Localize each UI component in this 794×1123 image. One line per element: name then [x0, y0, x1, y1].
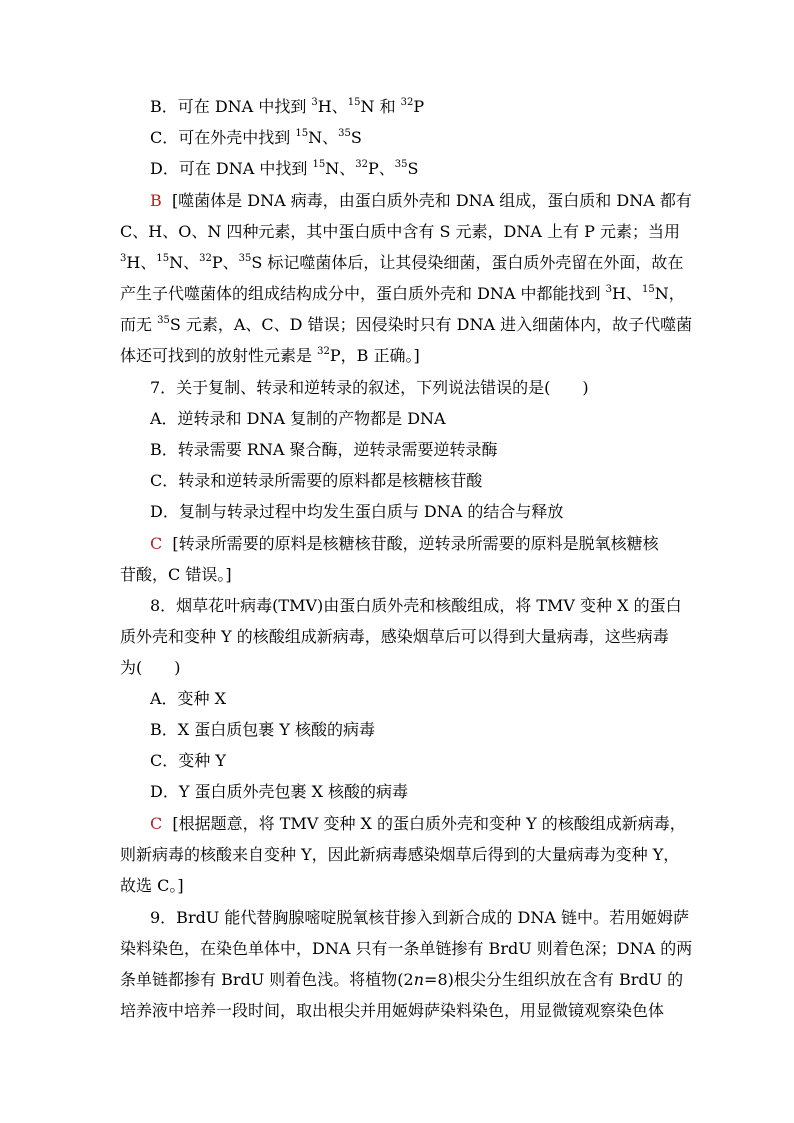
q8-explanation-line-2: 则新病毒的核酸来自变种 Y，因此新病毒感染烟草后得到的大量病毒为变种 Y， — [120, 845, 680, 864]
q6-answer-letter: B — [150, 191, 162, 210]
q8-stem-line-3: 为( ) — [120, 658, 181, 677]
q6-explanation-line-1: B [噬菌体是 DNA 病毒，由蛋白质外壳和 DNA 组成，蛋白质和 DNA 都有 — [150, 191, 692, 210]
q7-option-b: B．转录需要 RNA 聚合酶，逆转录需要逆转录酶 — [150, 440, 498, 459]
q8-answer-letter: C — [150, 814, 163, 833]
q7-stem: 7．关于复制、转录和逆转录的叙述，下列说法错误的是( ) — [150, 378, 589, 397]
q6-explanation-line-4: 产生子代噬菌体的组成结构成分中，蛋白质外壳和 DNA 中都能找到 $^3$H、$^{15}$N， — [120, 283, 685, 303]
q7-option-a: A．逆转录和 DNA 复制的产物都是 DNA — [150, 409, 446, 428]
q8-explanation-line-3: 故选 C。] — [120, 876, 184, 895]
q9-stem-line-3: 条单链都掺有 BrdU 则着色浅。将植物(2n=8)根尖分生组织放在含有 BrdU 的 — [120, 970, 684, 989]
q7-explanation-line-1: C [转录所需要的原料是核糖核苷酸，逆转录所需要的原料是脱氧核糖核 — [150, 534, 659, 553]
q7-option-c: C．转录和逆转录所需要的原料都是核糖核苷酸 — [150, 471, 483, 490]
q9-stem-line-4: 培养液中培养一段时间，取出根尖并用姬姆萨染料染色，用显微镜观察染色体 — [120, 1001, 665, 1020]
q6-option-d: D．可在 DNA 中找到 $^{15}$N、$^{32}$P、$^{35}$S — [150, 158, 419, 178]
q6-option-b: B．可在 DNA 中找到 $^3$H、$^{15}$N 和 $^{32}$P — [150, 96, 425, 116]
q8-option-a: A．变种 X — [150, 689, 227, 708]
q7-answer-letter: C — [150, 534, 163, 553]
q8-option-c: C．变种 Y — [150, 751, 226, 770]
q6-explanation-line-3: $^3$H、$^{15}$N、$^{32}$P、$^{35}$S 标记噬菌体后，让其侵染细菌，蛋白质外壳留在外面，故在 — [120, 252, 684, 272]
q9-stem-line-2: 染料染色，在染色单体中，DNA 只有一条单链掺有 BrdU 则着色深；DNA 的两 — [120, 939, 693, 958]
q6-explanation-line-5: 而无 $^{35}$S 元素，A、C、D 错误；因侵染时只有 DNA 进入细菌体内，故子代噬菌 — [120, 314, 693, 334]
q7-option-d: D．复制与转录过程中均发生蛋白质与 DNA 的结合与释放 — [150, 502, 564, 521]
q6-explanation-line-6: 体还可找到的放射性元素是 $^{32}$P，B 正确。] — [120, 345, 420, 365]
q8-option-b: B．X 蛋白质包裹 Y 核酸的病毒 — [150, 720, 375, 739]
q8-option-d: D．Y 蛋白质外壳包裹 X 核酸的病毒 — [150, 782, 409, 801]
q8-stem-line-1: 8．烟草花叶病毒(TMV)由蛋白质外壳和核酸组成，将 TMV 变种 X 的蛋白 — [150, 596, 682, 615]
q8-explanation-line-1: C [根据题意，将 TMV 变种 X 的蛋白质外壳和变种 Y 的核酸组成新病毒， — [150, 814, 686, 833]
q9-stem-line-1: 9．BrdU 能代替胸腺嘧啶脱氧核苷掺入到新合成的 DNA 链中。若用姬姆萨 — [150, 908, 689, 927]
q8-stem-line-2: 质外壳和变种 Y 的核酸组成新病毒，感染烟草后可以得到大量病毒，这些病毒 — [120, 627, 669, 646]
q6-option-c: C．可在外壳中找到 $^{15}$N、$^{35}$S — [150, 127, 362, 147]
q7-explanation-line-2: 苷酸，C 错误。] — [120, 565, 232, 584]
q6-explanation-line-2: C、H、O、N 四种元素，其中蛋白质中含有 S 元素，DNA 上有 P 元素；当用 — [120, 222, 680, 241]
